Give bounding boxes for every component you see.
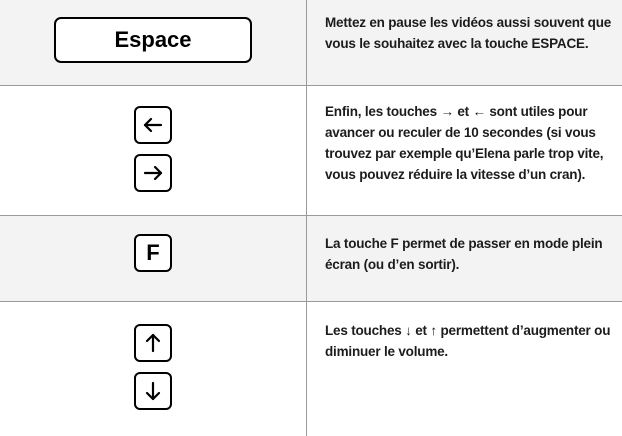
key-cell [0,302,307,436]
description-text-end: permet de passer en mode plein écran (ou d’en sortir). [325,236,603,272]
space-key: Espace [54,17,252,63]
right-arrow-key [134,154,172,192]
description-cell [307,86,622,215]
key-name-emphasis: ESPACE [531,36,585,51]
arrow-up-icon [141,331,165,355]
description-text: La touche [325,236,391,251]
description-text: Enfin, les touches → et ← sont utiles pour avancer ou reculer de 10 secondes (si vous trouvez par exemple qu’Elena parle trop vite, vous pouvez réduire la vitesse d’un cran). [325,104,604,182]
description-cell [307,0,622,85]
f-key: F [134,234,172,272]
key-cell [0,216,307,301]
arrow-down-icon [141,379,165,403]
up-arrow-key [134,324,172,362]
arrow-left-icon [141,113,165,137]
description-cell [307,302,622,436]
shortcut-row-left-right [0,86,622,216]
shortcut-row-f [0,216,622,302]
description-text: Mettez en pause les vidéos aussi souvent que vous le souhaitez avec la touche [325,15,612,51]
left-arrow-key [134,106,172,144]
down-arrow-key [134,372,172,410]
key-cell [0,0,307,85]
description-text-end: . [584,36,589,51]
description-cell [307,216,622,301]
shortcut-row-up-down [0,302,622,436]
arrow-right-icon [141,161,165,185]
description-text: Les touches ↓ et ↑ permettent d’augmenter ou diminuer le volume. [325,323,611,359]
shortcut-row-space [0,0,622,86]
key-name-emphasis: F [390,236,399,251]
key-cell [0,86,307,215]
